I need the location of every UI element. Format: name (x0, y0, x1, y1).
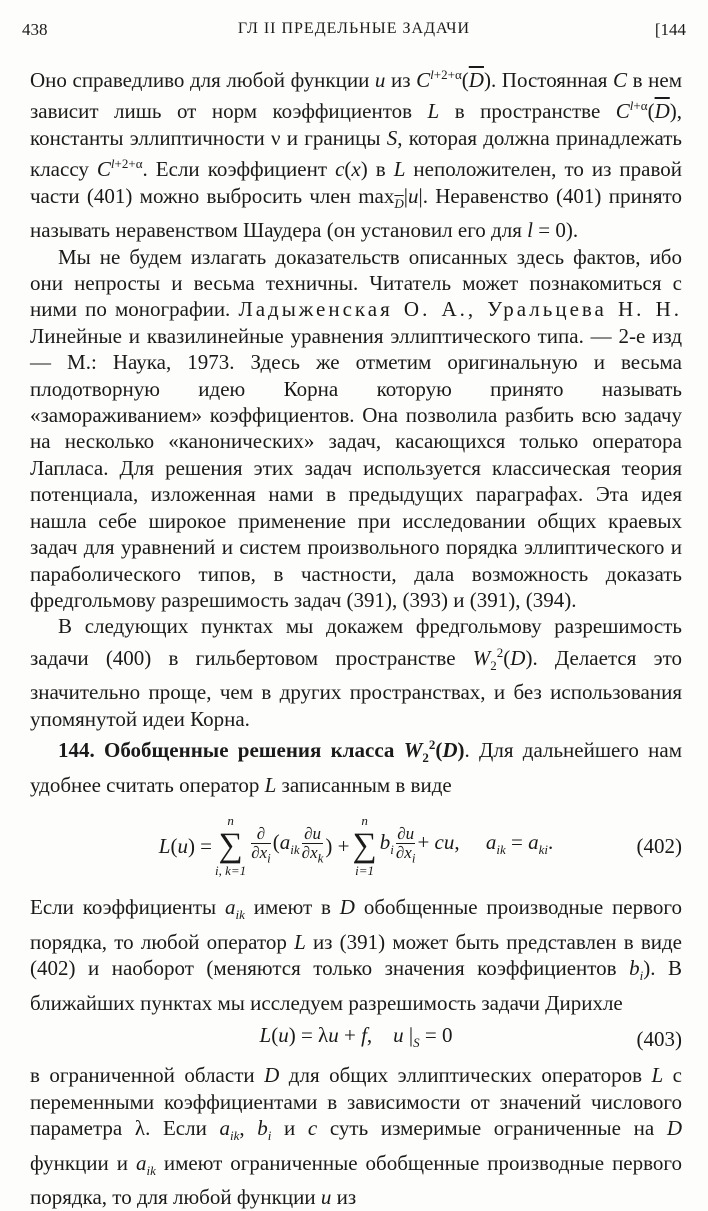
running-title: ГЛ II ПРЕДЕЛЬНЫЕ ЗАДАЧИ (237, 20, 471, 37)
monograph-authors: Ладыженская О. А., Уральцева Н. Н. (238, 297, 682, 322)
section-reference: [144 (654, 20, 686, 39)
paragraph-references: Мы не будем излагать доказательств описанных здесь фактов, ибо они непросты и весьма техничны. Читатель может познакомиться с ними по монографии. Ладыженская О. А., Уральцева Н. Н. Линейные и квазилинейные уравнения эллиптического типа. — 2-е изд — М.: Наука, 1973. Здесь же отметим оригинальную и весьма плодотворную идею Корна которую принято называть «замораживанием» коэффициентов. Она позволила разбить всю задачу на несколько «канонических» задач, касающихся только оператора Лапласа. Для решения этих задач используется классическая теория потенциала, изложенная нами в предыдущих параграфах. Эта идея нашла себе широкое применение при исследовании общих краевых задач для уравнений и систем произвольного порядка эллиптического и параболического типов, в частности, дала возможность доказать фредгольмову разрешимость задач (391), (393) и (391), (394). (30, 244, 682, 612)
section-144-paragraph: 144. Обобщенные решения класса $W_2^2(D)$. Для дальнейшего нам удобнее считать оператор L записанным в виде (30, 737, 682, 797)
equation-number: (402) (636, 833, 682, 858)
paragraph-dirichlet: в ограниченной области D для общих эллиптических операторов L с переменными коэффициентами в зависимости от значений числового параметра λ. Если $a_{ik}$, $b_i$ и c суть измеримые ограниченные на D функции и $a_{ik}$ имеют ограниченные обобщенные производные первого порядка, то для любой функции u из (30, 1063, 682, 1210)
paragraph-schauder-estimate: Оно справедливо для любой функции u из $C^{l+2+\alpha}(\overline{D})$. Постоянная C в нем зависит лишь от норм коэффициентов L в пространстве $C^{l+\alpha}(\overline{D})$, константы эллиптичности ν и границы S, которая должна принадлежать классу $C^{l+2+\alpha}$. Если коэффициент c(x) в L неположителен, то из правой части (401) можно выбросить член $\max_{\overline{D}}|u|$. Неравенство (401) принято называть неравенством Шаудера (он установил его для l = 0). (30, 67, 682, 243)
equation-403: L(u) = λu + f, u $|_S = 0$ (403) (259, 1022, 682, 1051)
equation-402: L(u) = n ∑ i, k=1 $\frac{\partial}{\partial x_i}$ ($a_{ik}$ $\frac{\partial u}{\partial x_k}$ ) + n ∑ i=1 $b_i$ $\frac{\partial u}{\partial x_i}$ + cu, $a_{ik} = a_{ki}$. (402) (158, 813, 682, 879)
page-body (30, 62, 682, 1211)
section-heading: 144. Обобщенные решения класса (58, 738, 404, 763)
running-header (22, 20, 686, 46)
paragraph-hilbert-space: В следующих пунктах мы докажем фредгольмову разрешимость задачи (400) в гильбертовом пространстве $W_2^2(D)$. Делается это значительно проще, чем в других пространствах, и без использования упомянутой идеи Корна. (30, 614, 683, 731)
page-number: 438 (22, 20, 48, 39)
equation-number: (403) (636, 1026, 682, 1051)
paragraph-coefficients: Если коэффициенты $a_{ik}$ имеют в D обобщенные производные первого порядка, то любой оператор L из (391) может быть представлен в виде (402) и наоборот (меняются только значения коэффициентов $b_i$). В ближайших пунктах мы исследуем разрешимость задачи Дирихле (30, 895, 683, 1015)
